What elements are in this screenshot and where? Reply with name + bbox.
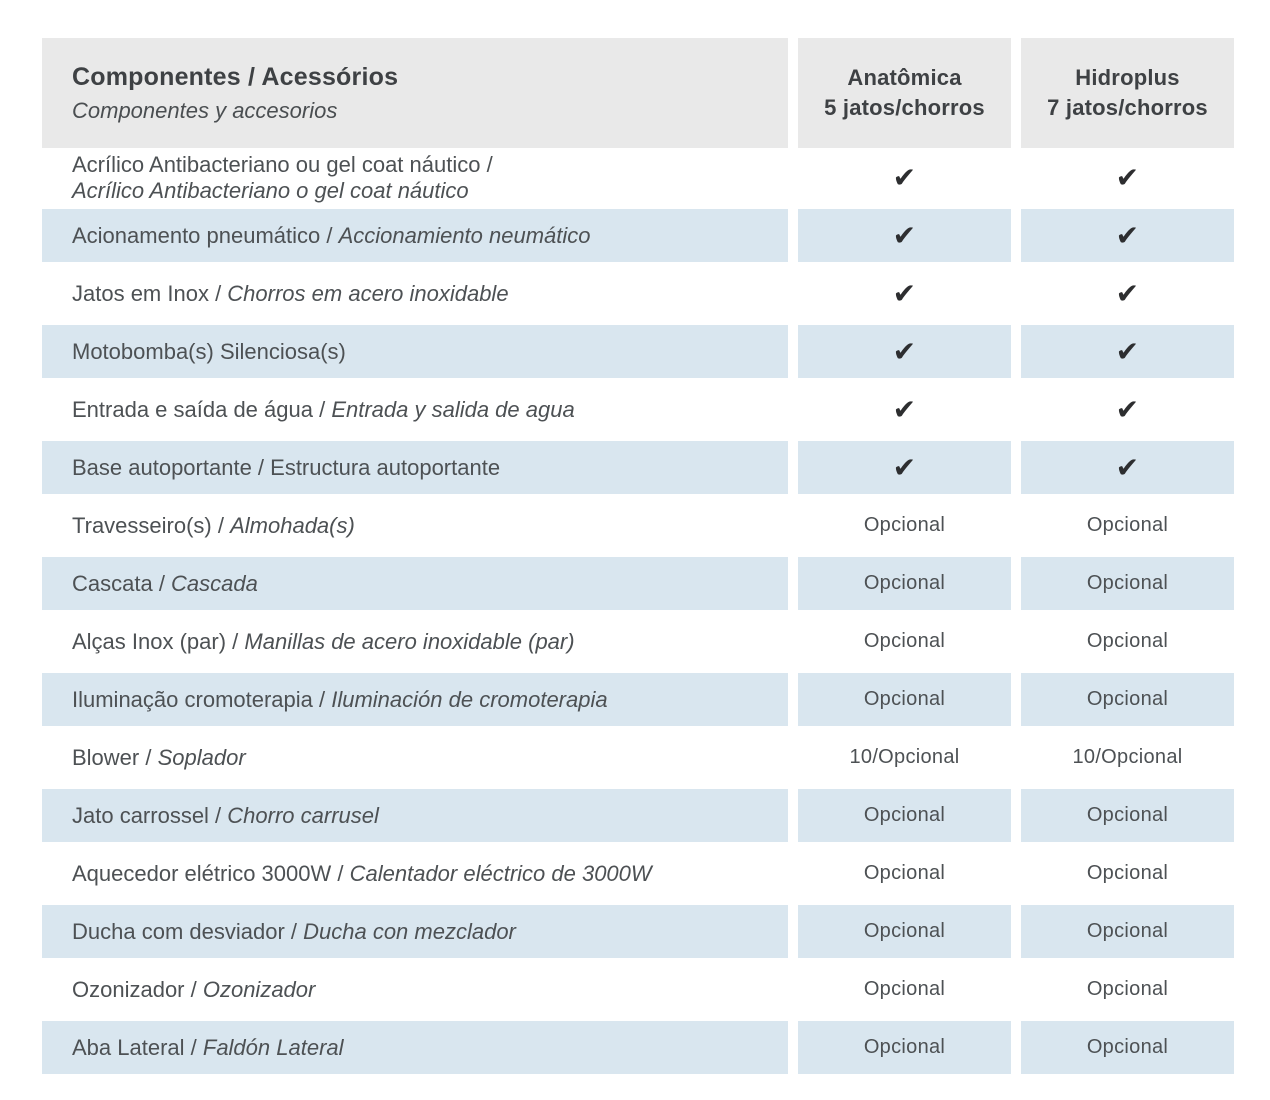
- row-label-cell: [42, 673, 788, 726]
- label-portuguese: Alças Inox (par) /: [72, 628, 245, 654]
- table-row: [42, 847, 1234, 900]
- label-spanish: Almohada(s): [230, 512, 355, 538]
- value-text: Opcional: [798, 905, 1011, 958]
- column-name: Hidroplus: [1075, 65, 1180, 90]
- label-portuguese: Jatos em Inox /: [72, 280, 228, 306]
- row-label: [72, 152, 493, 204]
- row-label-cell: [42, 267, 788, 320]
- label-portuguese: Blower /: [72, 744, 158, 770]
- column-subtitle: 5 jatos/chorros: [824, 95, 985, 120]
- label-portuguese: Ducha com desviador /: [72, 918, 304, 944]
- value-text: 10/Opcional: [1072, 746, 1183, 768]
- table-row: [42, 905, 1234, 958]
- value-text: Opcional: [1086, 978, 1169, 1000]
- label-spanish: Entrada y salida de agua: [331, 396, 575, 422]
- label-portuguese: Base autoportante /: [72, 454, 271, 480]
- table-row: [42, 151, 1234, 204]
- value-text: Opcional: [798, 673, 1011, 726]
- label-spanish: Soplador: [157, 744, 246, 770]
- row-label: [72, 513, 355, 539]
- row-label: [72, 397, 575, 423]
- value-text: Opcional: [1086, 862, 1169, 884]
- label-portuguese: Travesseiro(s) /: [72, 512, 231, 538]
- label-portuguese: Iluminação cromoterapia /: [72, 686, 332, 712]
- label-portuguese: Aquecedor elétrico 3000W /: [72, 860, 350, 886]
- row-label-cell: [42, 209, 788, 262]
- label-spanish: Cascada: [171, 570, 258, 596]
- check-icon: ✔: [1021, 325, 1234, 378]
- row-label-cell: [42, 731, 788, 784]
- value-text: Opcional: [1021, 673, 1234, 726]
- value-text: Opcional: [863, 978, 946, 1000]
- components-subtitle: Componentes y accesorios: [72, 97, 338, 123]
- comparison-table: [42, 38, 1234, 1079]
- row-label-cell: [42, 789, 788, 842]
- row-label: [72, 745, 246, 771]
- value-text: Opcional: [1021, 789, 1234, 842]
- row-label: [72, 977, 315, 1003]
- label-spanish: Faldón Lateral: [202, 1034, 344, 1060]
- row-label: [72, 571, 258, 597]
- components-header-text: [72, 63, 398, 124]
- row-label-cell: [42, 151, 788, 204]
- check-icon: ✔: [1115, 393, 1140, 426]
- row-label-cell: [42, 499, 788, 552]
- row-label: [72, 281, 509, 307]
- check-icon: ✔: [892, 393, 917, 426]
- label-portuguese: Entrada e saída de água /: [72, 396, 332, 422]
- value-text: Opcional: [1021, 905, 1234, 958]
- label-spanish: Chorros em acero inoxidable: [227, 280, 509, 306]
- label-spanish: Ozonizador: [202, 976, 316, 1002]
- column-header-hidroplus: [1021, 38, 1234, 148]
- table-row: [42, 267, 1234, 320]
- label-spanish: Estructura autoportante: [270, 454, 501, 480]
- check-icon: ✔: [798, 209, 1011, 262]
- label-portuguese: Acionamento pneumático /: [72, 222, 339, 248]
- table-row: [42, 209, 1234, 262]
- table-row: [42, 499, 1234, 552]
- check-icon: ✔: [798, 325, 1011, 378]
- components-title: Componentes / Acessórios: [72, 62, 399, 91]
- row-label-cell: [42, 615, 788, 668]
- table-row: [42, 673, 1234, 726]
- check-icon: ✔: [1115, 161, 1140, 194]
- value-text: Opcional: [863, 862, 946, 884]
- value-text: Opcional: [798, 557, 1011, 610]
- label-portuguese: Ozonizador /: [72, 976, 203, 1002]
- table-row: [42, 963, 1234, 1016]
- row-label: [72, 339, 346, 365]
- label-spanish: Acrílico Antibacteriano o gel coat náutico: [72, 177, 469, 203]
- label-spanish: Iluminación de cromoterapia: [331, 686, 608, 712]
- column-header-anatomica: [798, 38, 1011, 148]
- row-label: [72, 1035, 344, 1061]
- table-row: [42, 557, 1234, 610]
- label-spanish: Ducha con mezclador: [303, 918, 516, 944]
- table-body: [42, 151, 1234, 1074]
- check-icon: ✔: [1021, 209, 1234, 262]
- label-spanish: Calentador eléctrico de 3000W: [349, 860, 652, 886]
- column-name: Anatômica: [847, 65, 962, 90]
- row-label: [72, 687, 608, 713]
- row-label: [72, 861, 652, 887]
- label-portuguese: Jato carrossel /: [72, 802, 228, 828]
- label-portuguese: Motobomba(s) Silenciosa(s): [72, 338, 346, 364]
- value-text: Opcional: [798, 1021, 1011, 1074]
- label-spanish: Chorro carrusel: [227, 802, 379, 828]
- value-text: Opcional: [863, 630, 946, 652]
- row-label-cell: [42, 1021, 788, 1074]
- row-label-cell: [42, 383, 788, 436]
- check-icon: ✔: [892, 277, 917, 310]
- value-text: Opcional: [1021, 1021, 1234, 1074]
- table-row: [42, 441, 1234, 494]
- check-icon: ✔: [892, 161, 917, 194]
- table-row: [42, 789, 1234, 842]
- value-text: Opcional: [798, 789, 1011, 842]
- row-label: [72, 223, 591, 249]
- value-text: 10/Opcional: [849, 746, 960, 768]
- row-label-cell: [42, 325, 788, 378]
- table-row: [42, 1021, 1234, 1074]
- table-row: [42, 383, 1234, 436]
- label-portuguese: Aba Lateral /: [72, 1034, 203, 1060]
- label-portuguese: Acrílico Antibacteriano ou gel coat náutico /: [72, 151, 493, 177]
- label-spanish: Accionamiento neumático: [338, 222, 591, 248]
- row-label-cell: [42, 963, 788, 1016]
- value-text: Opcional: [1086, 630, 1169, 652]
- row-label: [72, 919, 516, 945]
- value-text: Opcional: [1021, 557, 1234, 610]
- row-label: [72, 629, 575, 655]
- row-label-cell: [42, 905, 788, 958]
- table-header: [42, 38, 1234, 148]
- table-row: [42, 731, 1234, 784]
- row-label-cell: [42, 557, 788, 610]
- label-spanish: Manillas de acero inoxidable (par): [244, 628, 575, 654]
- check-icon: ✔: [1115, 277, 1140, 310]
- table-row: [42, 325, 1234, 378]
- row-label-cell: [42, 441, 788, 494]
- row-label: [72, 803, 379, 829]
- table-row: [42, 615, 1234, 668]
- check-icon: ✔: [798, 441, 1011, 494]
- row-label-cell: [42, 847, 788, 900]
- row-label: [72, 455, 500, 481]
- check-icon: ✔: [1021, 441, 1234, 494]
- value-text: Opcional: [1086, 514, 1169, 536]
- components-header-cell: [42, 38, 788, 148]
- label-portuguese: Cascata /: [72, 570, 172, 596]
- column-subtitle: 7 jatos/chorros: [1047, 95, 1208, 120]
- value-text: Opcional: [863, 514, 946, 536]
